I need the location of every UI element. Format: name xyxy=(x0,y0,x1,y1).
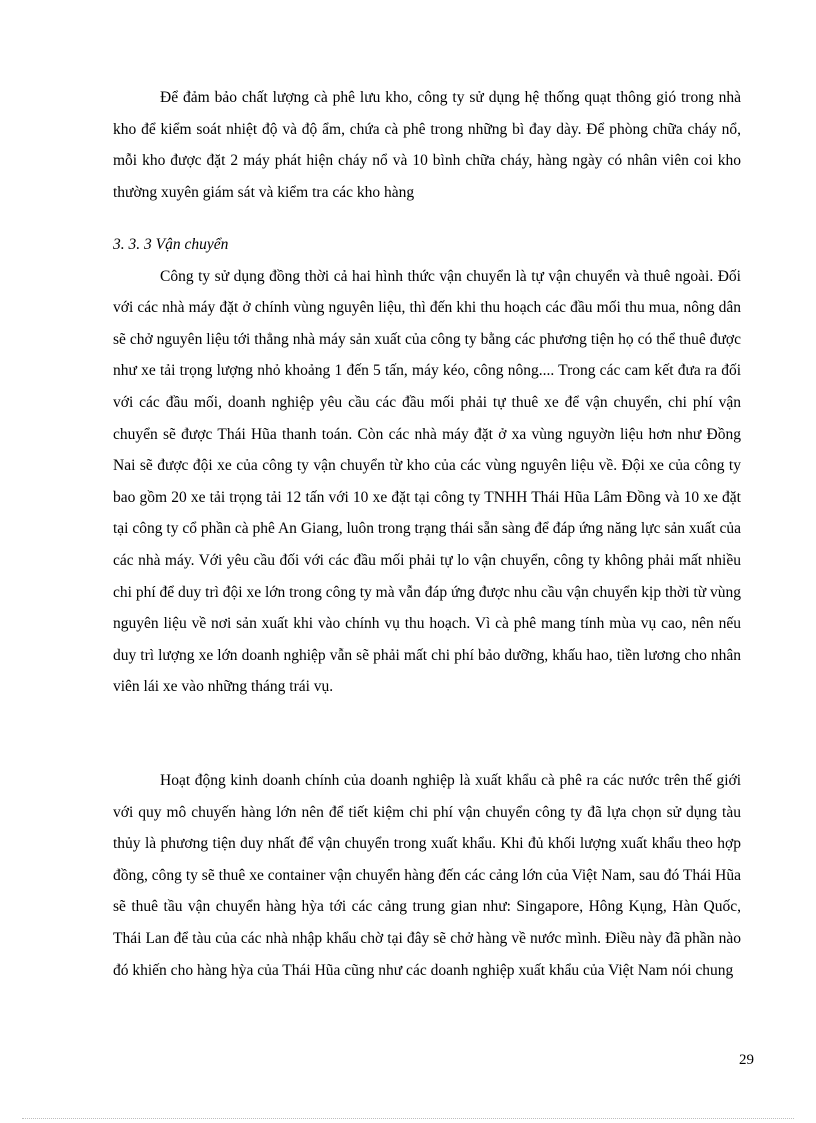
page-bottom-divider xyxy=(22,1118,794,1119)
paragraph-export: Hoạt động kinh doanh chính của doanh nghiệp là xuất khẩu cà phê ra các nước trên thế giới với quy mô chuyến hàng lớn nên để tiết kiệm chi phí vận chuyển công ty đã lựa chọn sử dụng tàu thủy là phương tiện duy nhất để vận chuyển trong xuất khẩu. Khi đủ khối lượng xuất khẩu theo hợp đồng, công ty sẽ thuê xe container vận chuyển hàng đến các cảng lớn của Việt Nam, sau đó Thái Hũa sẽ thuê tầu vận chuyển hàng hỳa tới các cảng trung gian như: Singapore, Hông Kụng, Hàn Quốc, Thái Lan để tàu của các nhà nhập khẩu chờ tại đây sẽ chở hàng về nước mình. Điều này đã phần nào đó khiến cho hàng hỳa của Thái Hũa cũng như các doanh nghiệp xuất khẩu của Việt Nam nói chung xyxy=(113,772,741,979)
page-number: 29 xyxy=(739,1052,754,1068)
export-text-block xyxy=(113,765,741,986)
paragraph-transport: Công ty sử dụng đồng thời cả hai hình thức vận chuyển là tự vận chuyển và thuê ngoài. Đối với các nhà máy đặt ở chính vùng nguyên liệu, thì đến khi thu hoạch các đầu mối thu mua, nông dân sẽ chở nguyên liệu tới thẳng nhà máy sản xuất của công ty bằng các phương tiện họ có thể thuê được như xe tải trọng lượng nhỏ khoảng 1 đến 5 tấn, máy kéo, công nông.... Trong các cam kết đưa ra đối với các đầu mối, doanh nghiệp yêu cầu các đầu mối phải tự thuê xe để vận chuyển, chi phí vận chuyển sẽ được Thái Hũa thanh toán. Còn các nhà máy đặt ở xa vùng nguyờn liệu hơn như Đồng Nai sẽ được đội xe của công ty vận chuyển từ kho của các vùng nguyên liệu về. Đội xe của công ty bao gồm 20 xe tải trọng tải 12 tấn với 10 xe đặt tại công ty TNHH Thái Hũa Lâm Đồng và 10 xe đặt tại công ty cổ phần cà phê An Giang, luôn trong trạng thái sẵn sàng để đáp ứng năng lực sản xuất của các nhà máy. Với yêu cầu đối với các đầu mối phải tự lo vận chuyển, công ty không phải mất nhiều chi phí để duy trì đội xe lớn trong công ty mà vẫn đáp ứng được nhu cầu vận chuyển kịp thời từ vùng nguyên liệu về nơi sản xuất khi vào chính vụ thu hoạch. Vì cà phê mang tính mùa vụ cao, nên nếu duy trì lượng xe lớn doanh nghiệp vẫn sẽ phải mất chi phí bảo dưỡng, khấu hao, tiền lương cho nhân viên lái xe vào những tháng trái vụ. xyxy=(113,267,741,696)
body-text-block xyxy=(113,82,741,208)
paragraph-storage: Để đảm bảo chất lượng cà phê lưu kho, công ty sử dụng hệ thống quạt thông gió trong nhà kho để kiểm soát nhiệt độ và độ ẩm, chứa cà phê trong những bì đay dày. Để phòng chữa cháy nổ, mỗi kho được đặt 2 máy phát hiện cháy nổ và 10 bình chữa cháy, hàng ngày có nhân viên coi kho thường xuyên giám sát và kiểm tra các kho hàng xyxy=(113,89,741,201)
transport-section xyxy=(113,229,741,703)
section-heading: 3. 3. 3 Vận chuyển xyxy=(113,236,229,253)
